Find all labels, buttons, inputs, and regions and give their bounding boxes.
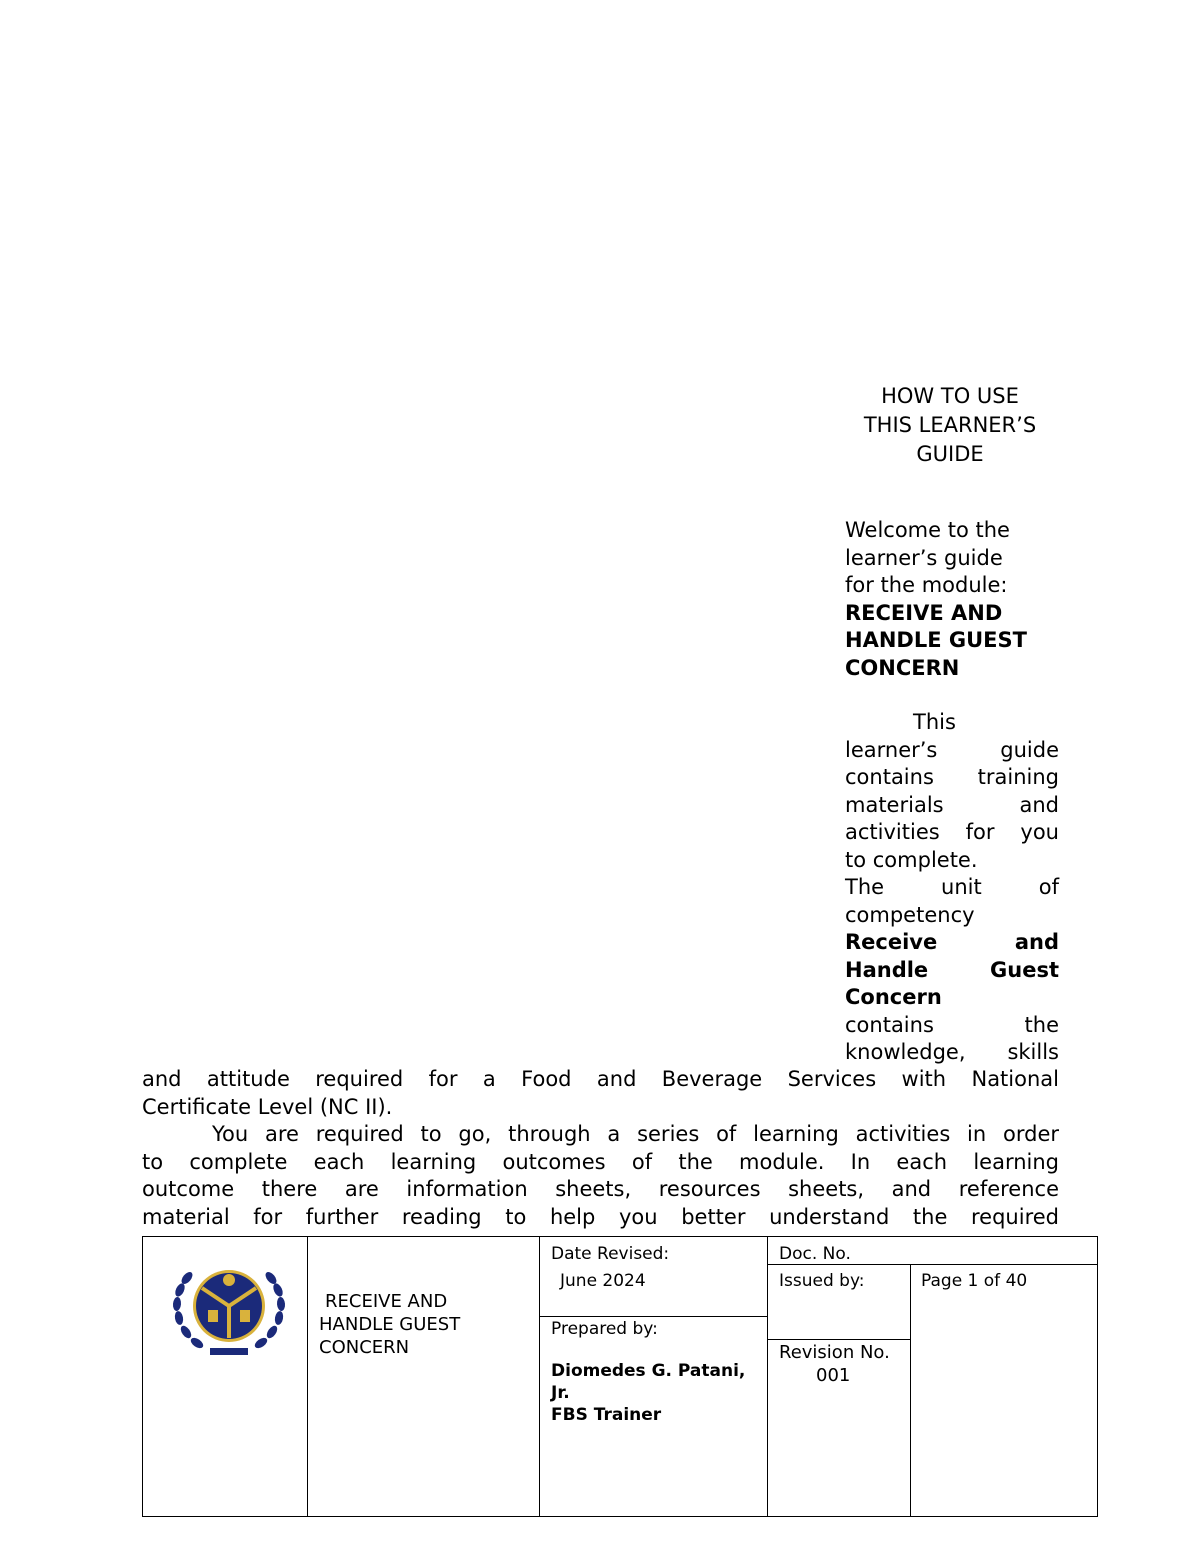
full-width-paragraph <box>142 1066 1059 1231</box>
guide-heading <box>841 382 1059 469</box>
title-line: HANDLE GUEST <box>319 1314 461 1335</box>
date-revised-label: Date Revised: <box>551 1244 670 1264</box>
preparer-name-line: Jr. <box>551 1383 570 1403</box>
module-title-line: CONCERN <box>845 655 960 680</box>
issued-by-label: Issued by: <box>779 1271 865 1291</box>
paragraph-line: Receive and <box>845 930 1059 954</box>
preparer-title: FBS Trainer <box>551 1405 662 1425</box>
revision-label: Revision No. <box>779 1342 890 1363</box>
paragraph-line: knowledge, skills <box>845 1040 1059 1064</box>
revision-number: 001 <box>816 1365 851 1386</box>
paragraph-line: Certificate Level (NC II). <box>142 1094 393 1119</box>
divider <box>539 1316 768 1317</box>
paragraph-line: outcome there are information sheets, resources sheets, and reference <box>142 1177 1059 1201</box>
paragraph-line: Concern <box>845 985 942 1009</box>
welcome-text <box>845 517 1059 682</box>
right-column <box>845 382 1059 1067</box>
welcome-line: for the module: <box>845 573 1008 597</box>
paragraph-line: to complete each learning outcomes of the module. In each learning <box>142 1149 1059 1174</box>
divider <box>307 1236 308 1517</box>
module-title-line: RECEIVE AND <box>845 600 1003 625</box>
paragraph-line: contains the <box>845 1012 1059 1037</box>
welcome-line: Welcome to the <box>845 518 1010 542</box>
paragraph-line: learner’s guide <box>845 737 1059 762</box>
paragraph-line: The unit of <box>845 875 1059 899</box>
divider <box>767 1339 911 1340</box>
document-footer-table <box>142 1236 1098 1517</box>
paragraph-line: materials and <box>845 792 1059 817</box>
paragraph-line: contains training <box>845 765 1059 789</box>
divider <box>910 1264 911 1517</box>
paragraph-line: competency <box>845 902 975 927</box>
school-seal-logo <box>170 1260 288 1360</box>
page-number: Page 1 of 40 <box>921 1271 1028 1291</box>
preparer-name-line: Diomedes G. Patani, <box>551 1361 746 1381</box>
paragraph-line: material for further reading to help you better understand the required <box>142 1204 1059 1229</box>
intro-paragraph <box>845 709 1059 1067</box>
paragraph-line: activities for you <box>845 820 1059 844</box>
title-line: RECEIVE AND <box>325 1291 448 1312</box>
prepared-by-label: Prepared by: <box>551 1319 658 1339</box>
title-line: CONCERN <box>319 1337 410 1358</box>
divider <box>767 1236 768 1517</box>
paragraph-line: to complete. <box>845 847 978 872</box>
module-title-line: HANDLE GUEST <box>845 628 1027 652</box>
welcome-line: learner’s guide <box>845 545 1003 570</box>
divider <box>539 1236 540 1517</box>
date-revised-value: June 2024 <box>560 1271 646 1291</box>
heading-line: THIS LEARNER’S <box>863 413 1037 437</box>
paragraph-line: This <box>913 710 956 734</box>
paragraph-line: Handle Guest <box>845 957 1059 982</box>
heading-line: GUIDE <box>916 442 984 466</box>
heading-line: HOW TO USE <box>881 384 1019 408</box>
doc-no-label: Doc. No. <box>779 1244 851 1264</box>
preparer-block <box>551 1360 745 1426</box>
paragraph-line: and attitude required for a Food and Beverage Services with National <box>142 1067 1059 1091</box>
footer-module-title <box>319 1290 460 1359</box>
paragraph-line: You are required to go, through a series of learning activities in order <box>212 1122 1059 1146</box>
